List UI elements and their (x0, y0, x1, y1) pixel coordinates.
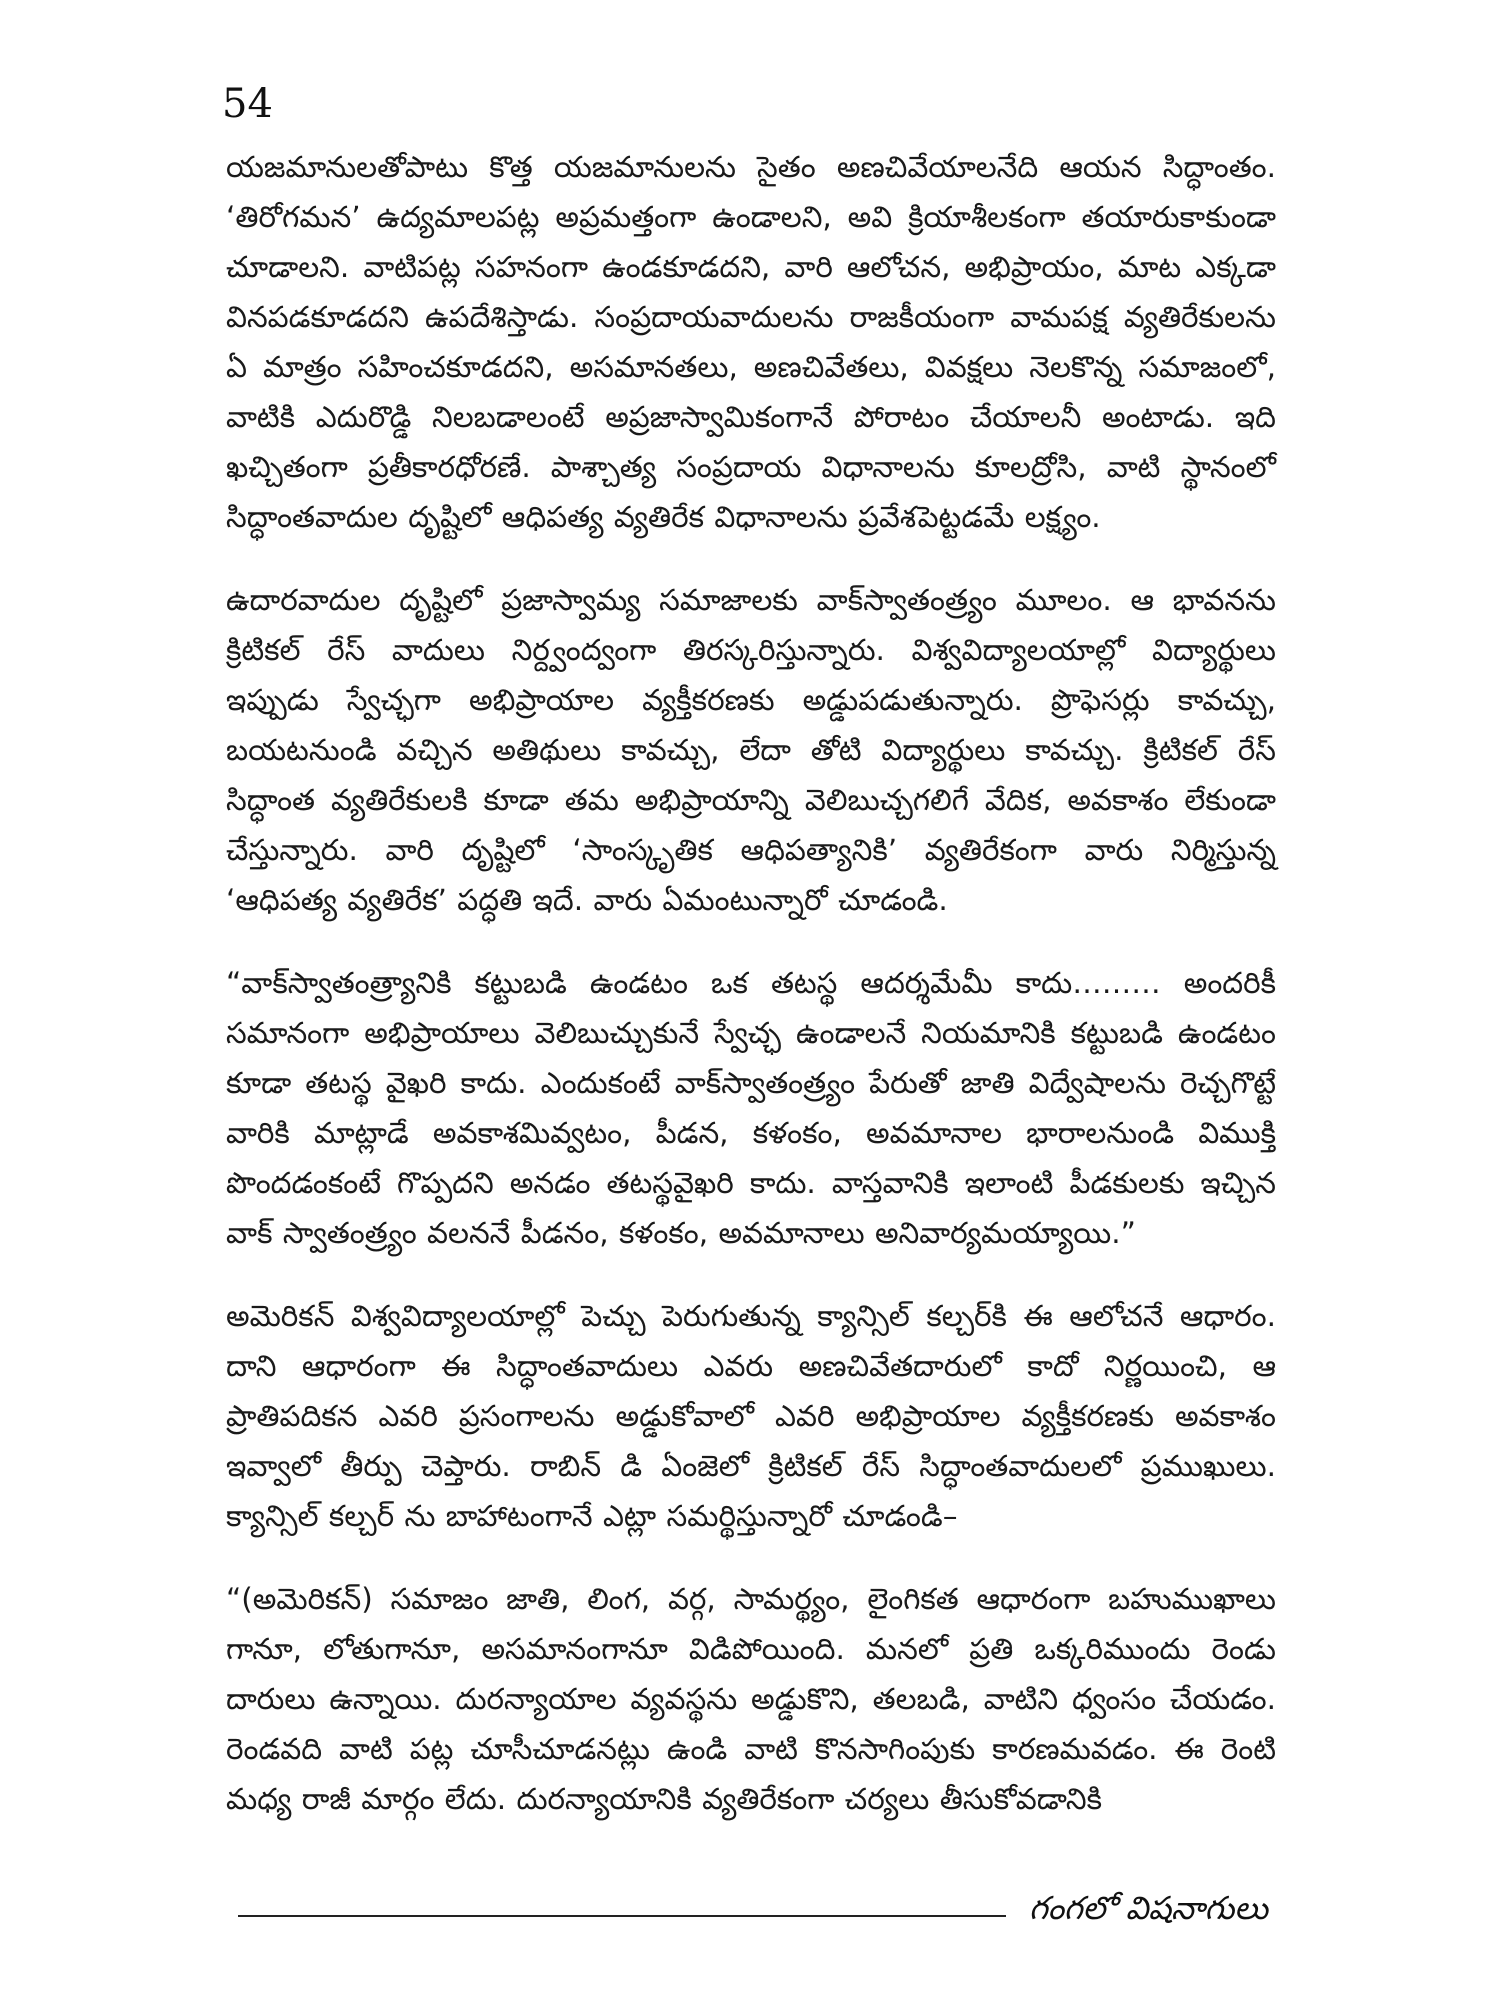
book-title: గంగలో విషనాగులు (1029, 1889, 1268, 1927)
body-text (226, 142, 1276, 1824)
quote-paragraph-1: “వాక్‌స్వాతంత్ర్యానికి కట్టుబడి ఉండటం ఒక తటస్థ ఆదర్శమేమీ కాదు……… అందరికీ సమానంగా అభిప్రాయాలు వెలిబుచ్చుకునే స్వేచ్ఛ ఉండాలనే నియమానికి కట్టుబడి ఉండటం కూడా తటస్థ వైఖరి కాదు. ఎందుకంటే వాక్‌స్వాతంత్ర్యం పేరుతో జాతి విద్వేషాలను రెచ్చగొట్టే వారికి మాట్లాడే అవకాశమివ్వటం, పీడన, కళంకం, అవమానాల భారాలనుండి విముక్తి పొందడంకంటే గొప్పదని అనడం తటస్థవైఖరి కాదు. వాస్తవానికి ఇలాంటి పీడకులకు ఇచ్చిన వాక్ స్వాతంత్ర్యం వలననే పీడనం, కళంకం, అవమానాలు అనివార్యమయ్యాయి.” (226, 966, 1276, 1250)
footer-rule (238, 1915, 1006, 1917)
running-footer (238, 1886, 1268, 1930)
paragraph-2: ఉదారవాదుల దృష్టిలో ప్రజాస్వామ్య సమాజాలకు వాక్‌స్వాతంత్ర్యం మూలం. ఆ భావనను క్రిటికల్ రేస్ వాదులు నిర్ద్వంద్వంగా తిరస్కరిస్తున్నారు. విశ్వవిద్యాలయాల్లో విద్యార్థులు ఇప్పుడు స్వేచ్ఛగా అభిప్రాయాల వ్యక్తీకరణకు అడ్డుపడుతున్నారు. ప్రొఫెసర్లు కావచ్చు, బయటనుండి వచ్చిన అతిథులు కావచ్చు, లేదా తోటి విద్యార్థులు కావచ్చు. క్రిటికల్ రేస్ సిద్ధాంత వ్యతిరేకులకి కూడా తమ అభిప్రాయాన్ని వెలిబుచ్చగలిగే వేదిక, అవకాశం లేకుండా చేస్తున్నారు. వారి దృష్టిలో ‘సాంస్కృతిక ఆధిపత్యానికి’ వ్యతిరేకంగా వారు నిర్మిస్తున్న ‘ఆధిపత్య వ్యతిరేక’ పద్ధతి ఇదే. వారు ఏమంటున్నారో చూడండి. (226, 583, 1276, 917)
quote-paragraph-2: “(అమెరికన్) సమాజం జాతి, లింగ, వర్గ, సామర్థ్యం, లైంగికత ఆధారంగా బహుముఖాలు గానూ, లోతుగానూ, అసమానంగానూ విడిపోయింది. మనలో ప్రతి ఒక్కరిముందు రెండు దారులు ఉన్నాయి. దురన్యాయాల వ్యవస్థను అడ్డుకొని, తలబడి, వాటిని ధ్వంసం చేయడం. రెండవది వాటి పట్ల చూసీచూడనట్లు ఉండి వాటి కొనసాగింపుకు కారణమవడం. ఈ రెంటి మధ్య రాజీ మార్గం లేదు. దురన్యాయానికి వ్యతిరేకంగా చర్యలు తీసుకోవడానికి (226, 1582, 1276, 1816)
paragraph-3: అమెరికన్ విశ్వవిద్యాలయాల్లో పెచ్చు పెరుగుతున్న క్యాన్సిల్ కల్చర్‌కి ఈ ఆలోచనే ఆధారం. దాని ఆధారంగా ఈ సిద్ధాంతవాదులు ఎవరు అణచివేతదారులో కాదో నిర్ణయించి, ఆ ప్రాతిపదికన ఎవరి ప్రసంగాలను అడ్డుకోవాలో ఎవరి అభిప్రాయాల వ్యక్తీకరణకు అవకాశం ఇవ్వాలో తీర్పు చెప్తారు. రాబిన్ డి ఏంజెలో క్రిటికల్ రేస్ సిద్ధాంతవాదులలో ప్రముఖులు. క్యాన్సిల్ కల్చర్ ను బాహాటంగానే ఎట్లా సమర్థిస్తున్నారో చూడండి– (226, 1299, 1276, 1533)
page-number: 54 (222, 81, 273, 127)
paragraph-1: యజమానులతోపాటు కొత్త యజమానులను సైతం అణచివేయాలనేది ఆయన సిద్ధాంతం. ‘తిరోగమన’ ఉద్యమాలపట్ల అప్రమత్తంగా ఉండాలని, అవి క్రియాశీలకంగా తయారుకాకుండా చూడాలని. వాటిపట్ల సహనంగా ఉండకూడదని, వారి ఆలోచన, అభిప్రాయం, మాట ఎక్కడా వినపడకూడదని ఉపదేశిస్తాడు. సంప్రదాయవాదులను రాజకీయంగా వామపక్ష వ్యతిరేకులను ఏ మాత్రం సహించకూడదని, అసమానతలు, అణచివేతలు, వివక్షలు నెలకొన్న సమాజంలో, వాటికి ఎదురొడ్డి నిలబడాలంటే అప్రజాస్వామికంగానే పోరాటం చేయాలనీ అంటాడు. ఇది ఖచ్చితంగా ప్రతీకారధోరణే. పాశ్చాత్య సంప్రదాయ విధానాలను కూలద్రోసి, వాటి స్థానంలో సిద్ధాంతవాదుల దృష్టిలో ఆధిపత్య వ్యతిరేక విధానాలను ప్రవేశపెట్టడమే లక్ష్యం. (226, 150, 1276, 534)
